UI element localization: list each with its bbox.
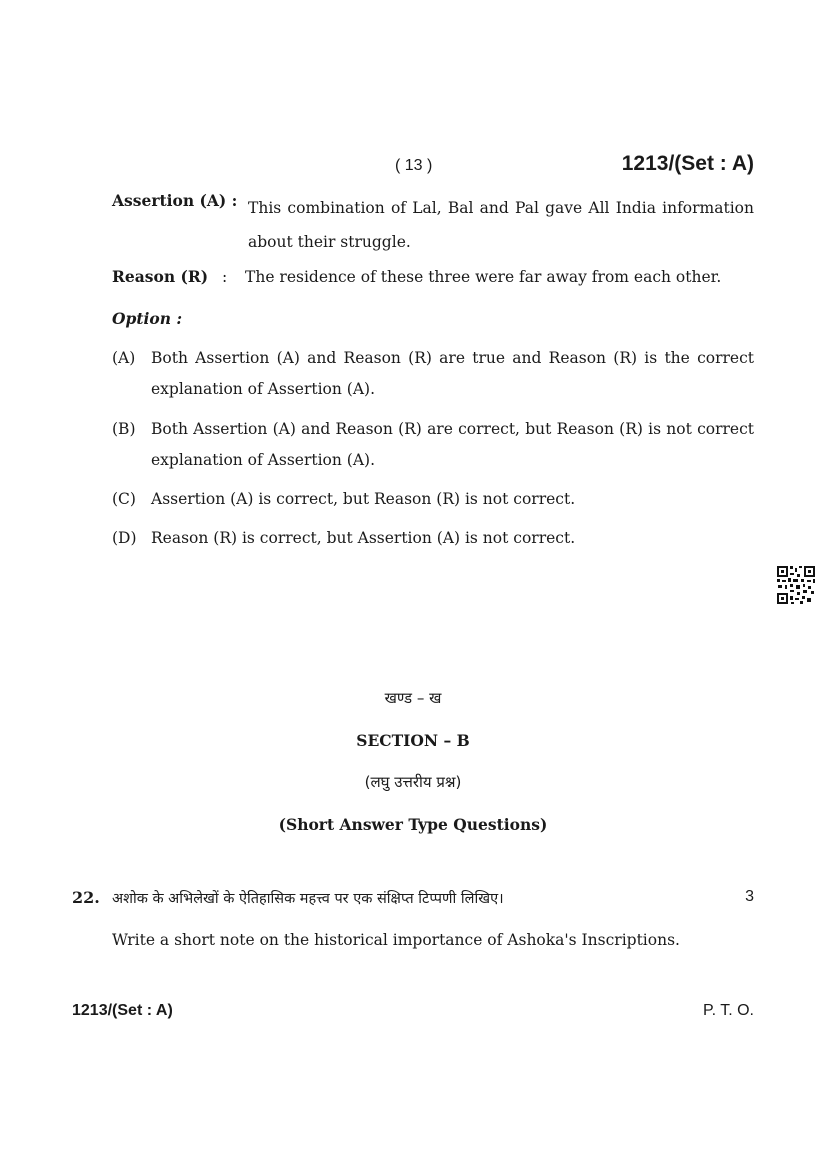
qr-code-icon [776, 565, 816, 605]
option-d-letter: (D) [112, 529, 137, 547]
option-d-text: Reason (R) is correct, but Assertion (A) is not correct. [151, 529, 576, 547]
option-c-letter: (C) [112, 490, 136, 508]
question-text-english: Write a short note on the historical importance of Ashoka's Inscriptions. [112, 931, 680, 949]
section-subtitle-hindi: (लघु उत्तरीय प्रश्न) [364, 773, 462, 791]
pto-label: P. T. O. [703, 1002, 754, 1019]
option-a-text: Both Assertion (A) and Reason (R) are true and Reason (R) is the correct explanation of Assertion (A). [151, 349, 754, 398]
reason-text: The residence of these three were far away from each other. [245, 268, 722, 286]
page-number: ( 13 ) [395, 157, 433, 174]
option-label: Option : [112, 309, 183, 328]
option-b-letter: (B) [112, 420, 136, 438]
section-title-hindi: खण्ड – ख [384, 689, 442, 707]
reason-label: Reason (R) [112, 267, 209, 286]
section-subtitle: (Short Answer Type Questions) [278, 815, 548, 834]
option-b-text: Both Assertion (A) and Reason (R) are correct, but Reason (R) is not correct explanation of Assertion (A). [151, 420, 754, 469]
section-title: SECTION – B [356, 731, 470, 750]
question-number: 22. [72, 888, 100, 907]
reason-colon: : [222, 268, 228, 286]
assertion-text: This combination of Lal, Bal and Pal gave All India information about their struggle. [248, 199, 754, 251]
question-marks: 3 [745, 888, 754, 905]
option-a-letter: (A) [112, 349, 136, 367]
assertion-label: Assertion (A) : [112, 191, 238, 210]
option-c-text: Assertion (A) is correct, but Reason (R) is not correct. [151, 490, 576, 508]
question-text-hindi: अशोक के अभिलेखों के ऐतिहासिक महत्त्व पर एक संक्षिप्त टिप्पणी लिखिए। [112, 891, 504, 907]
set-code-footer: 1213/(Set : A) [72, 1002, 173, 1019]
set-code-header: 1213/(Set : A) [621, 152, 754, 175]
